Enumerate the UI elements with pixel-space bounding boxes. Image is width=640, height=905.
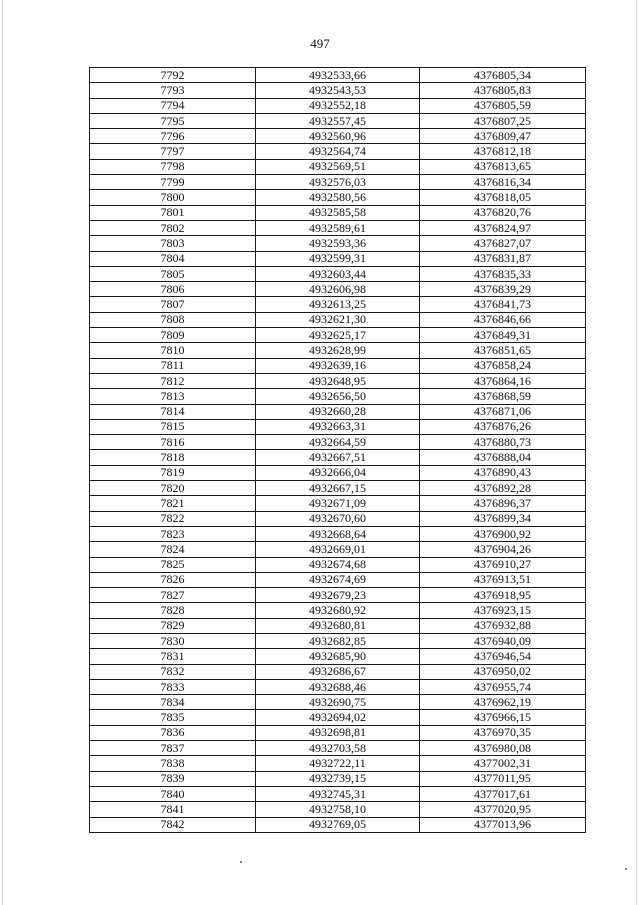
x-coordinate-cell: 4932585,58 <box>256 205 420 220</box>
y-coordinate-cell: 4376871,06 <box>420 404 586 419</box>
x-coordinate-cell: 4932667,15 <box>256 481 420 496</box>
point-number-cell: 7805 <box>90 266 256 281</box>
y-coordinate-cell: 4376809,47 <box>420 129 586 144</box>
x-coordinate-cell: 4932569,51 <box>256 159 420 174</box>
x-coordinate-cell: 4932679,23 <box>256 588 420 603</box>
table-row <box>90 465 586 480</box>
x-coordinate-cell: 4932576,03 <box>256 175 420 190</box>
x-coordinate-cell: 4932663,31 <box>256 419 420 434</box>
point-number-cell: 7816 <box>90 435 256 450</box>
y-coordinate-cell: 4376923,15 <box>420 603 586 618</box>
y-coordinate-cell: 4376918,95 <box>420 588 586 603</box>
point-number-cell: 7798 <box>90 159 256 174</box>
y-coordinate-cell: 4376864,16 <box>420 373 586 388</box>
table-row <box>90 649 586 664</box>
table-row <box>90 83 586 98</box>
point-number-cell: 7825 <box>90 557 256 572</box>
y-coordinate-cell: 4376849,31 <box>420 328 586 343</box>
table-row <box>90 542 586 557</box>
table-row <box>90 266 586 281</box>
x-coordinate-cell: 4932669,01 <box>256 542 420 557</box>
point-number-cell: 7811 <box>90 358 256 373</box>
y-coordinate-cell: 4376950,02 <box>420 664 586 679</box>
table-row <box>90 251 586 266</box>
point-number-cell: 7804 <box>90 251 256 266</box>
point-number-cell: 7812 <box>90 373 256 388</box>
point-number-cell: 7832 <box>90 664 256 679</box>
table-row <box>90 144 586 159</box>
y-coordinate-cell: 4376940,09 <box>420 633 586 648</box>
x-coordinate-cell: 4932621,30 <box>256 312 420 327</box>
x-coordinate-cell: 4932648,95 <box>256 373 420 388</box>
x-coordinate-cell: 4932694,02 <box>256 710 420 725</box>
y-coordinate-cell: 4376932,88 <box>420 618 586 633</box>
scan-speck <box>625 868 627 870</box>
y-coordinate-cell: 4376910,27 <box>420 557 586 572</box>
x-coordinate-cell: 4932670,60 <box>256 511 420 526</box>
coordinates-table <box>89 67 586 833</box>
x-coordinate-cell: 4932533,66 <box>256 68 420 83</box>
point-number-cell: 7821 <box>90 496 256 511</box>
y-coordinate-cell: 4376805,59 <box>420 98 586 113</box>
table-row <box>90 771 586 786</box>
x-coordinate-cell: 4932722,11 <box>256 756 420 771</box>
point-number-cell: 7819 <box>90 465 256 480</box>
table-row <box>90 312 586 327</box>
table-row <box>90 98 586 113</box>
table-row <box>90 802 586 817</box>
table-row <box>90 481 586 496</box>
table-row <box>90 205 586 220</box>
y-coordinate-cell: 4376966,15 <box>420 710 586 725</box>
y-coordinate-cell: 4376868,59 <box>420 389 586 404</box>
point-number-cell: 7813 <box>90 389 256 404</box>
y-coordinate-cell: 4376900,92 <box>420 526 586 541</box>
table-row <box>90 588 586 603</box>
point-number-cell: 7797 <box>90 144 256 159</box>
x-coordinate-cell: 4932698,81 <box>256 725 420 740</box>
x-coordinate-cell: 4932639,16 <box>256 358 420 373</box>
table-row <box>90 297 586 312</box>
point-number-cell: 7809 <box>90 328 256 343</box>
table-row <box>90 572 586 587</box>
x-coordinate-cell: 4932668,64 <box>256 526 420 541</box>
table-row <box>90 159 586 174</box>
x-coordinate-cell: 4932625,17 <box>256 328 420 343</box>
x-coordinate-cell: 4932739,15 <box>256 771 420 786</box>
y-coordinate-cell: 4377011,95 <box>420 771 586 786</box>
y-coordinate-cell: 4376805,83 <box>420 83 586 98</box>
y-coordinate-cell: 4377002,31 <box>420 756 586 771</box>
table-row <box>90 343 586 358</box>
y-coordinate-cell: 4376904,26 <box>420 542 586 557</box>
table-row <box>90 710 586 725</box>
point-number-cell: 7833 <box>90 679 256 694</box>
table-row <box>90 496 586 511</box>
x-coordinate-cell: 4932674,69 <box>256 572 420 587</box>
point-number-cell: 7803 <box>90 236 256 251</box>
y-coordinate-cell: 4376841,73 <box>420 297 586 312</box>
x-coordinate-cell: 4932564,74 <box>256 144 420 159</box>
x-coordinate-cell: 4932769,05 <box>256 817 420 832</box>
point-number-cell: 7794 <box>90 98 256 113</box>
point-number-cell: 7842 <box>90 817 256 832</box>
y-coordinate-cell: 4377013,96 <box>420 817 586 832</box>
x-coordinate-cell: 4932557,45 <box>256 113 420 128</box>
point-number-cell: 7796 <box>90 129 256 144</box>
y-coordinate-cell: 4376846,66 <box>420 312 586 327</box>
table-row <box>90 404 586 419</box>
table-row <box>90 679 586 694</box>
table-row <box>90 786 586 801</box>
table-row <box>90 664 586 679</box>
y-coordinate-cell: 4376813,65 <box>420 159 586 174</box>
x-coordinate-cell: 4932589,61 <box>256 220 420 235</box>
table-row <box>90 113 586 128</box>
y-coordinate-cell: 4376812,18 <box>420 144 586 159</box>
x-coordinate-cell: 4932682,85 <box>256 633 420 648</box>
scan-edge-right <box>636 0 637 905</box>
point-number-cell: 7826 <box>90 572 256 587</box>
point-number-cell: 7827 <box>90 588 256 603</box>
x-coordinate-cell: 4932552,18 <box>256 98 420 113</box>
y-coordinate-cell: 4376820,76 <box>420 205 586 220</box>
y-coordinate-cell: 4376962,19 <box>420 695 586 710</box>
y-coordinate-cell: 4376824,97 <box>420 220 586 235</box>
y-coordinate-cell: 4377017,61 <box>420 786 586 801</box>
x-coordinate-cell: 4932680,92 <box>256 603 420 618</box>
y-coordinate-cell: 4376818,05 <box>420 190 586 205</box>
table-row <box>90 557 586 572</box>
table-row <box>90 603 586 618</box>
point-number-cell: 7839 <box>90 771 256 786</box>
x-coordinate-cell: 4932671,09 <box>256 496 420 511</box>
coordinates-table-body <box>90 68 586 833</box>
table-row <box>90 190 586 205</box>
point-number-cell: 7822 <box>90 511 256 526</box>
x-coordinate-cell: 4932543,53 <box>256 83 420 98</box>
x-coordinate-cell: 4932628,99 <box>256 343 420 358</box>
x-coordinate-cell: 4932606,98 <box>256 282 420 297</box>
x-coordinate-cell: 4932603,44 <box>256 266 420 281</box>
y-coordinate-cell: 4376805,34 <box>420 68 586 83</box>
point-number-cell: 7834 <box>90 695 256 710</box>
point-number-cell: 7815 <box>90 419 256 434</box>
y-coordinate-cell: 4376835,33 <box>420 266 586 281</box>
y-coordinate-cell: 4376955,74 <box>420 679 586 694</box>
y-coordinate-cell: 4376980,08 <box>420 741 586 756</box>
x-coordinate-cell: 4932660,28 <box>256 404 420 419</box>
x-coordinate-cell: 4932686,67 <box>256 664 420 679</box>
point-number-cell: 7820 <box>90 481 256 496</box>
y-coordinate-cell: 4376876,26 <box>420 419 586 434</box>
x-coordinate-cell: 4932666,04 <box>256 465 420 480</box>
x-coordinate-cell: 4932656,50 <box>256 389 420 404</box>
table-row <box>90 633 586 648</box>
x-coordinate-cell: 4932685,90 <box>256 649 420 664</box>
point-number-cell: 7836 <box>90 725 256 740</box>
x-coordinate-cell: 4932560,96 <box>256 129 420 144</box>
point-number-cell: 7801 <box>90 205 256 220</box>
table-row <box>90 175 586 190</box>
point-number-cell: 7810 <box>90 343 256 358</box>
x-coordinate-cell: 4932599,31 <box>256 251 420 266</box>
point-number-cell: 7840 <box>90 786 256 801</box>
y-coordinate-cell: 4376851,65 <box>420 343 586 358</box>
x-coordinate-cell: 4932758,10 <box>256 802 420 817</box>
point-number-cell: 7799 <box>90 175 256 190</box>
table-row <box>90 220 586 235</box>
x-coordinate-cell: 4932680,81 <box>256 618 420 633</box>
table-row <box>90 756 586 771</box>
point-number-cell: 7818 <box>90 450 256 465</box>
x-coordinate-cell: 4932674,68 <box>256 557 420 572</box>
y-coordinate-cell: 4376899,34 <box>420 511 586 526</box>
y-coordinate-cell: 4376880,73 <box>420 435 586 450</box>
point-number-cell: 7824 <box>90 542 256 557</box>
x-coordinate-cell: 4932580,56 <box>256 190 420 205</box>
table-row <box>90 358 586 373</box>
y-coordinate-cell: 4376890,43 <box>420 465 586 480</box>
y-coordinate-cell: 4376896,37 <box>420 496 586 511</box>
point-number-cell: 7807 <box>90 297 256 312</box>
table-row <box>90 526 586 541</box>
x-coordinate-cell: 4932745,31 <box>256 786 420 801</box>
x-coordinate-cell: 4932688,46 <box>256 679 420 694</box>
x-coordinate-cell: 4932690,75 <box>256 695 420 710</box>
table-row <box>90 695 586 710</box>
y-coordinate-cell: 4377020,95 <box>420 802 586 817</box>
scan-speck <box>240 861 242 863</box>
x-coordinate-cell: 4932703,58 <box>256 741 420 756</box>
y-coordinate-cell: 4376970,35 <box>420 725 586 740</box>
y-coordinate-cell: 4376946,54 <box>420 649 586 664</box>
x-coordinate-cell: 4932664,59 <box>256 435 420 450</box>
table-row <box>90 389 586 404</box>
table-row <box>90 129 586 144</box>
table-row <box>90 817 586 832</box>
point-number-cell: 7829 <box>90 618 256 633</box>
scan-edge-left <box>2 0 3 905</box>
point-number-cell: 7838 <box>90 756 256 771</box>
y-coordinate-cell: 4376892,28 <box>420 481 586 496</box>
y-coordinate-cell: 4376831,87 <box>420 251 586 266</box>
point-number-cell: 7808 <box>90 312 256 327</box>
point-number-cell: 7806 <box>90 282 256 297</box>
point-number-cell: 7802 <box>90 220 256 235</box>
table-row <box>90 282 586 297</box>
page-number: 497 <box>310 36 330 51</box>
y-coordinate-cell: 4376913,51 <box>420 572 586 587</box>
point-number-cell: 7792 <box>90 68 256 83</box>
table-row <box>90 725 586 740</box>
y-coordinate-cell: 4376816,34 <box>420 175 586 190</box>
point-number-cell: 7793 <box>90 83 256 98</box>
table-row <box>90 741 586 756</box>
y-coordinate-cell: 4376839,29 <box>420 282 586 297</box>
point-number-cell: 7837 <box>90 741 256 756</box>
table-row <box>90 450 586 465</box>
point-number-cell: 7823 <box>90 526 256 541</box>
point-number-cell: 7800 <box>90 190 256 205</box>
table-row <box>90 511 586 526</box>
x-coordinate-cell: 4932613,25 <box>256 297 420 312</box>
table-row <box>90 373 586 388</box>
point-number-cell: 7835 <box>90 710 256 725</box>
table-row <box>90 236 586 251</box>
table-row <box>90 419 586 434</box>
y-coordinate-cell: 4376827,07 <box>420 236 586 251</box>
point-number-cell: 7795 <box>90 113 256 128</box>
point-number-cell: 7830 <box>90 633 256 648</box>
y-coordinate-cell: 4376807,25 <box>420 113 586 128</box>
point-number-cell: 7831 <box>90 649 256 664</box>
point-number-cell: 7841 <box>90 802 256 817</box>
y-coordinate-cell: 4376888,04 <box>420 450 586 465</box>
x-coordinate-cell: 4932593,36 <box>256 236 420 251</box>
y-coordinate-cell: 4376858,24 <box>420 358 586 373</box>
point-number-cell: 7814 <box>90 404 256 419</box>
table-row <box>90 435 586 450</box>
table-row <box>90 68 586 83</box>
point-number-cell: 7828 <box>90 603 256 618</box>
x-coordinate-cell: 4932667,51 <box>256 450 420 465</box>
table-row <box>90 328 586 343</box>
table-row <box>90 618 586 633</box>
